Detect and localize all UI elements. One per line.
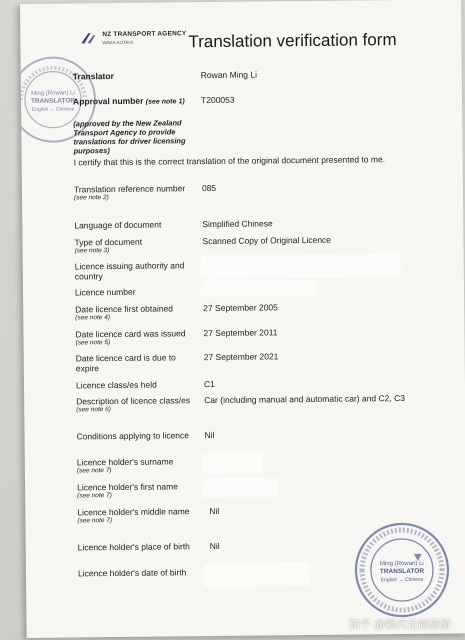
field-label: Licence class/es held [75,379,157,391]
field-label: Licence issuing authority and country [74,260,185,282]
field-label: Date licence card is due to expire [75,352,176,374]
field-label: Language of document [74,219,162,231]
field-value: 085 [201,182,217,194]
stamp-role: TRANSLATOR [379,567,425,576]
field-label: Description of licence class/es (see note 6) [76,395,191,414]
field-row [75,301,415,322]
field-row [74,234,414,255]
field-value: Nil [209,505,220,517]
field-value: Nil [204,429,215,441]
approval-label: Approval number [72,95,144,107]
field-row [75,326,415,347]
certification-statement: I certify that this is the correct translation of the original document presented to me. [73,154,386,168]
field-label: Licence number [74,286,136,298]
agency-logo [80,28,190,49]
field-value: Scanned Copy of Original Licence [202,234,332,247]
field-label: Date licence first obtained (see note 4) [75,303,174,322]
agency-maori-name: WAKA KOTAHI [102,39,133,46]
field-value: 27 September 2005 [203,302,278,314]
agency-logo-icon [80,31,98,45]
approval-value: T200053 [200,94,235,106]
stamp-name: Ming (Rowan) Li [31,90,75,97]
field-label: Conditions applying to licence [76,430,190,442]
field-row [74,217,414,231]
field-label: Licence holder's first name (see note 7) [77,481,178,500]
redacted-issuing-authority [201,253,401,279]
field-row [77,504,417,525]
field-label: Type of document (see note 3) [74,236,143,255]
stamp-name: Ming (Rowan) Li [380,560,424,568]
approval-statement: (approved by the New Zealand Transport Agency to provide translations for driver licensing purposes) [73,118,186,156]
document-page [20,0,465,638]
field-label: Licence holder's surname (see note 7) [76,456,174,475]
field-row [73,181,414,202]
form-title: Translation verification form [188,30,397,52]
field-value: 27 September 2011 [203,327,278,339]
stamp-languages: English ↔ Chinese [31,106,75,113]
field-value: Simplified Chinese [202,218,273,230]
translator-stamp-bottom-right [351,520,452,621]
source-watermark: 知乎 @赖氏定制旅游 [348,619,451,631]
stamp-role: TRANSLATOR [30,97,76,105]
field-row [76,392,416,414]
translator-label: Translator [72,71,114,82]
translator-value: Rowan Ming Li [200,69,258,81]
field-label: Licence holder's middle name (see note 7) [77,506,190,525]
field-label: Licence holder's date of birth [77,567,187,579]
approval-row [72,93,413,107]
stamp-languages: English ↔ Chinese [380,576,424,584]
redacted-surname [203,452,263,473]
field-value: Car (including manual and automatic car) and C2, C3 [204,392,405,406]
field-value: Nil [209,540,220,552]
field-label: Translation reference number (see note 2) [73,183,186,202]
field-row [75,350,416,374]
field-row [75,377,416,391]
field-value: 27 September 2021 [203,351,279,363]
redacted-licence-number [201,280,316,297]
translator-row [72,68,413,82]
redacted-first-name [203,477,278,498]
approval-note: (see note 1) [145,98,185,106]
field-value: C1 [203,378,215,390]
field-row [76,428,416,442]
field-label: Licence holder's place of birth [77,541,190,553]
redacted-date-of-birth [204,562,309,587]
approval-label-group [73,95,208,108]
field-label: Date licence card was issued (see note 5) [75,328,186,347]
agency-name: NZ TRANSPORT AGENCY [102,30,187,39]
